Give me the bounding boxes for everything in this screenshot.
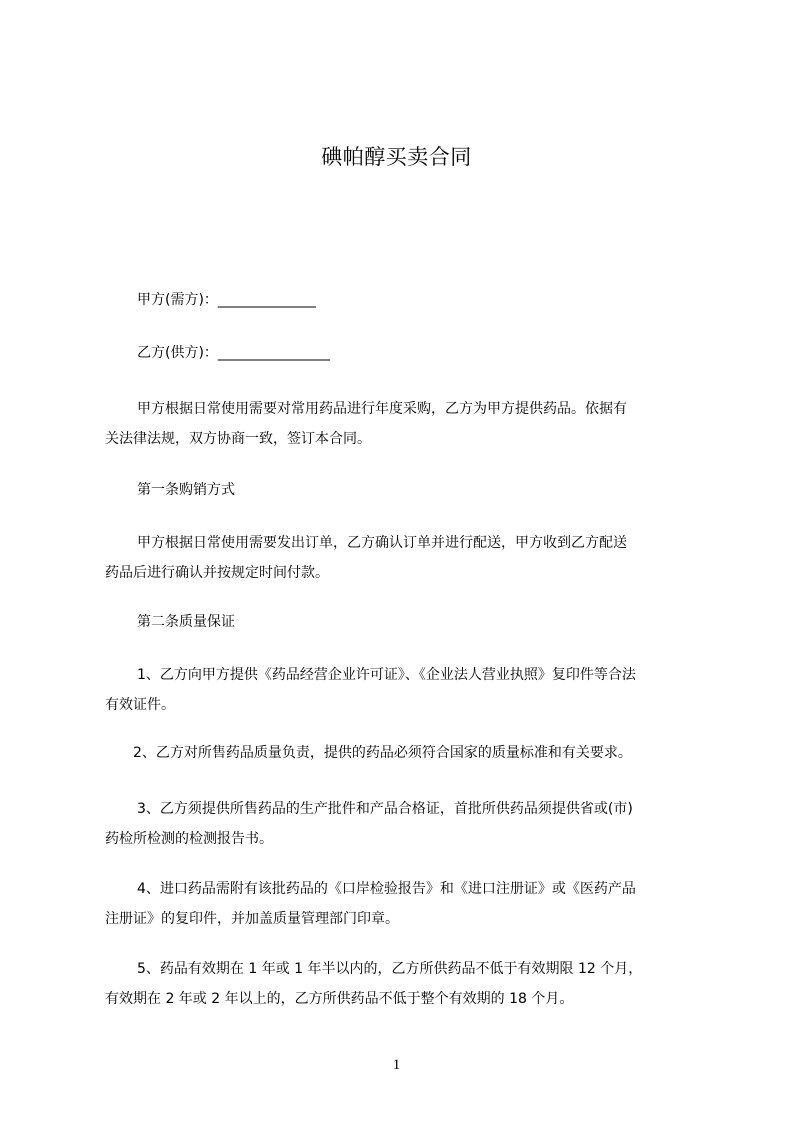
intro-line-1: 甲方根据日常使用需要对常用药品进行年度采购，乙方为甲方提供药品。依据有	[137, 401, 627, 417]
article-1-line-1: 甲方根据日常使用需要发出订单，乙方确认订单并进行配送，甲方收到乙方配送	[137, 535, 627, 551]
article-2-heading: 第二条质量保证	[137, 614, 235, 630]
item-3-line-1: 3、乙方须提供所售药品的生产批件和产品合格证，首批所供药品须提供省或(市)	[137, 801, 633, 817]
item-2	[105, 738, 701, 768]
item-1-line-2: 有效证件。	[105, 697, 175, 713]
item-4-line-2: 注册证》的复印件，并加盖质量管理部门印章。	[105, 911, 399, 927]
item-1-line-1: 1、乙方向甲方提供《药品经营企业许可证》、《企业法人营业执照》复印件等合法	[137, 667, 636, 683]
item-4	[105, 874, 701, 934]
party-b-line: 乙方(供方)：________________	[137, 345, 330, 361]
item-1	[105, 660, 701, 720]
item-5-line-1: 5、药品有效期在 1 年或 1 年半以内的，乙方所供药品不低于有效期限 12 个月，	[137, 961, 643, 977]
item-4-line-1: 4、进口药品需附有该批药品的《口岸检验报告》和《进口注册证》或《医药产品	[137, 881, 636, 897]
article-1-heading: 第一条购销方式	[137, 482, 235, 498]
article-1-body	[105, 528, 701, 588]
intro-paragraph	[105, 394, 701, 454]
intro-line-2: 关法律法规，双方协商一致，签订本合同。	[105, 431, 371, 447]
item-2-line-1: 2、乙方对所售药品质量负责，提供的药品必须符合国家的质量标准和有关要求。	[133, 745, 632, 761]
article-1-line-2: 药品后进行确认并按规定时间付款。	[105, 565, 329, 581]
item-5	[105, 954, 701, 1014]
page-number: 1	[392, 1057, 401, 1073]
item-3	[105, 794, 701, 854]
document-title: 碘帕醇买卖合同	[321, 145, 472, 169]
party-a-line: 甲方(需方)：______________	[137, 292, 316, 308]
item-3-line-2: 药检所检测的检测报告书。	[105, 831, 273, 847]
item-5-line-2: 有效期在 2 年或 2 年以上的，乙方所供药品不低于整个有效期的 18 个月。	[105, 991, 574, 1007]
